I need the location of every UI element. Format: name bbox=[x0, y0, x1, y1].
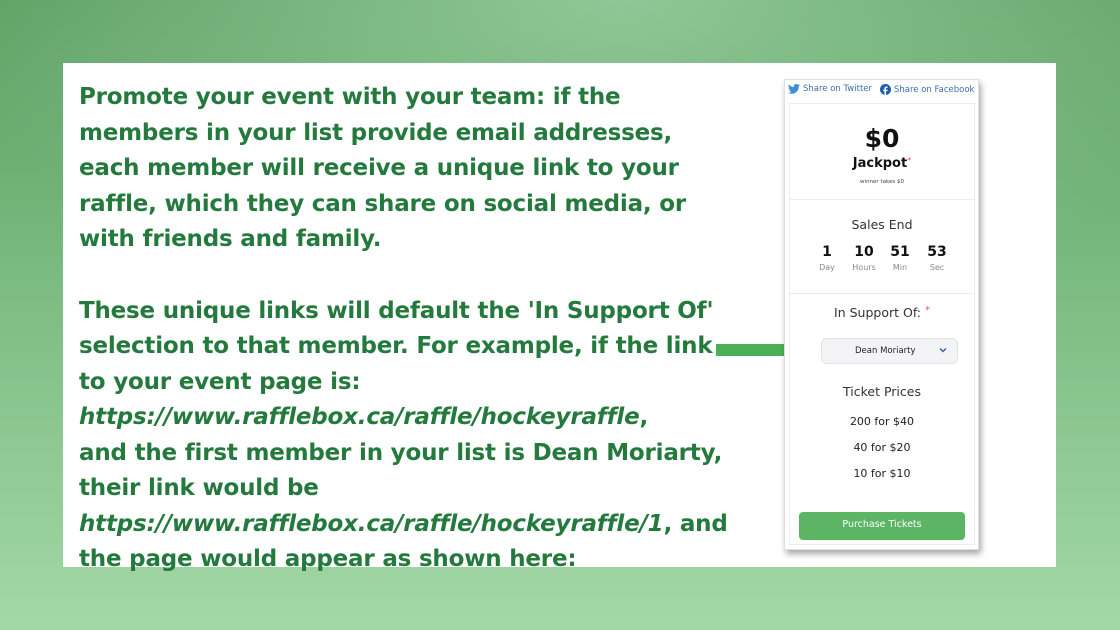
countdown-value: 53 bbox=[927, 244, 947, 260]
raffle-page-preview bbox=[784, 79, 979, 550]
sales-end-title: Sales End bbox=[851, 217, 913, 232]
example-link-event: https://www.rafflebox.ca/raffle/hockeyraffle bbox=[79, 404, 640, 430]
chevron-down-icon bbox=[938, 345, 948, 355]
share-twitter-label: Share on Twitter bbox=[803, 84, 873, 94]
instruction-text bbox=[79, 80, 739, 578]
in-support-of-select[interactable] bbox=[821, 338, 958, 364]
jackpot-label: Jackpot bbox=[852, 156, 908, 171]
in-support-of-label bbox=[790, 305, 974, 320]
jackpot-amount: $0 bbox=[864, 124, 900, 153]
winner-note: winner takes $0 bbox=[860, 179, 904, 185]
twitter-bird-icon bbox=[788, 84, 800, 94]
divider bbox=[790, 199, 974, 200]
countdown-unit: Hours bbox=[852, 263, 876, 272]
countdown-value: 10 bbox=[854, 244, 874, 260]
purchase-tickets-button[interactable]: Purchase Tickets bbox=[799, 512, 965, 540]
raffle-widget bbox=[789, 103, 975, 545]
countdown-value: 1 bbox=[822, 244, 832, 260]
ticket-price-option[interactable]: 40 for $20 bbox=[853, 441, 911, 454]
countdown-seconds bbox=[922, 243, 952, 275]
required-mark: * bbox=[924, 305, 930, 316]
jackpot-label-row bbox=[790, 156, 974, 171]
ticket-price-option[interactable]: 200 for $40 bbox=[849, 415, 915, 428]
closing-text: , and the page would appear as shown here: bbox=[79, 510, 728, 572]
share-row bbox=[785, 83, 978, 99]
countdown-days bbox=[812, 243, 842, 275]
first-member-text: and the first member in your list is Dean Moriarty, their link would be bbox=[79, 439, 723, 501]
share-facebook-label: Share on Facebook bbox=[894, 84, 975, 95]
in-support-of-text: In Support Of: bbox=[834, 305, 921, 320]
selected-member: Dean Moriarty bbox=[855, 346, 916, 356]
share-facebook-link[interactable] bbox=[880, 84, 974, 95]
countdown-minutes bbox=[885, 243, 915, 275]
countdown bbox=[810, 243, 960, 277]
share-twitter-link[interactable] bbox=[788, 84, 872, 94]
jackpot-asterisk: * bbox=[907, 156, 912, 165]
paragraph-unique-links-intro: These unique links will default the 'In Support Of' selection to that member. For example, if the link to your event page is: bbox=[79, 297, 714, 395]
countdown-unit: Day bbox=[819, 263, 835, 272]
countdown-hours bbox=[849, 243, 879, 275]
example-link-member: https://www.rafflebox.ca/raffle/hockeyraffle/1 bbox=[79, 510, 664, 537]
countdown-unit: Sec bbox=[929, 263, 945, 272]
countdown-value: 51 bbox=[890, 244, 910, 260]
ticket-prices-title: Ticket Prices bbox=[843, 384, 921, 399]
paragraph-promote: Promote your event with your team: if the members in your list provide email addresses, each member will receive a unique link to your raffle, which they can share on social media, or with friends and family. bbox=[79, 84, 686, 252]
paragraph-unique-links bbox=[79, 294, 739, 578]
countdown-unit: Min bbox=[892, 263, 908, 272]
link1-suffix: , bbox=[639, 404, 649, 430]
facebook-f-icon bbox=[880, 84, 891, 95]
ticket-price-option[interactable]: 10 for $10 bbox=[853, 467, 911, 480]
divider bbox=[790, 293, 974, 294]
